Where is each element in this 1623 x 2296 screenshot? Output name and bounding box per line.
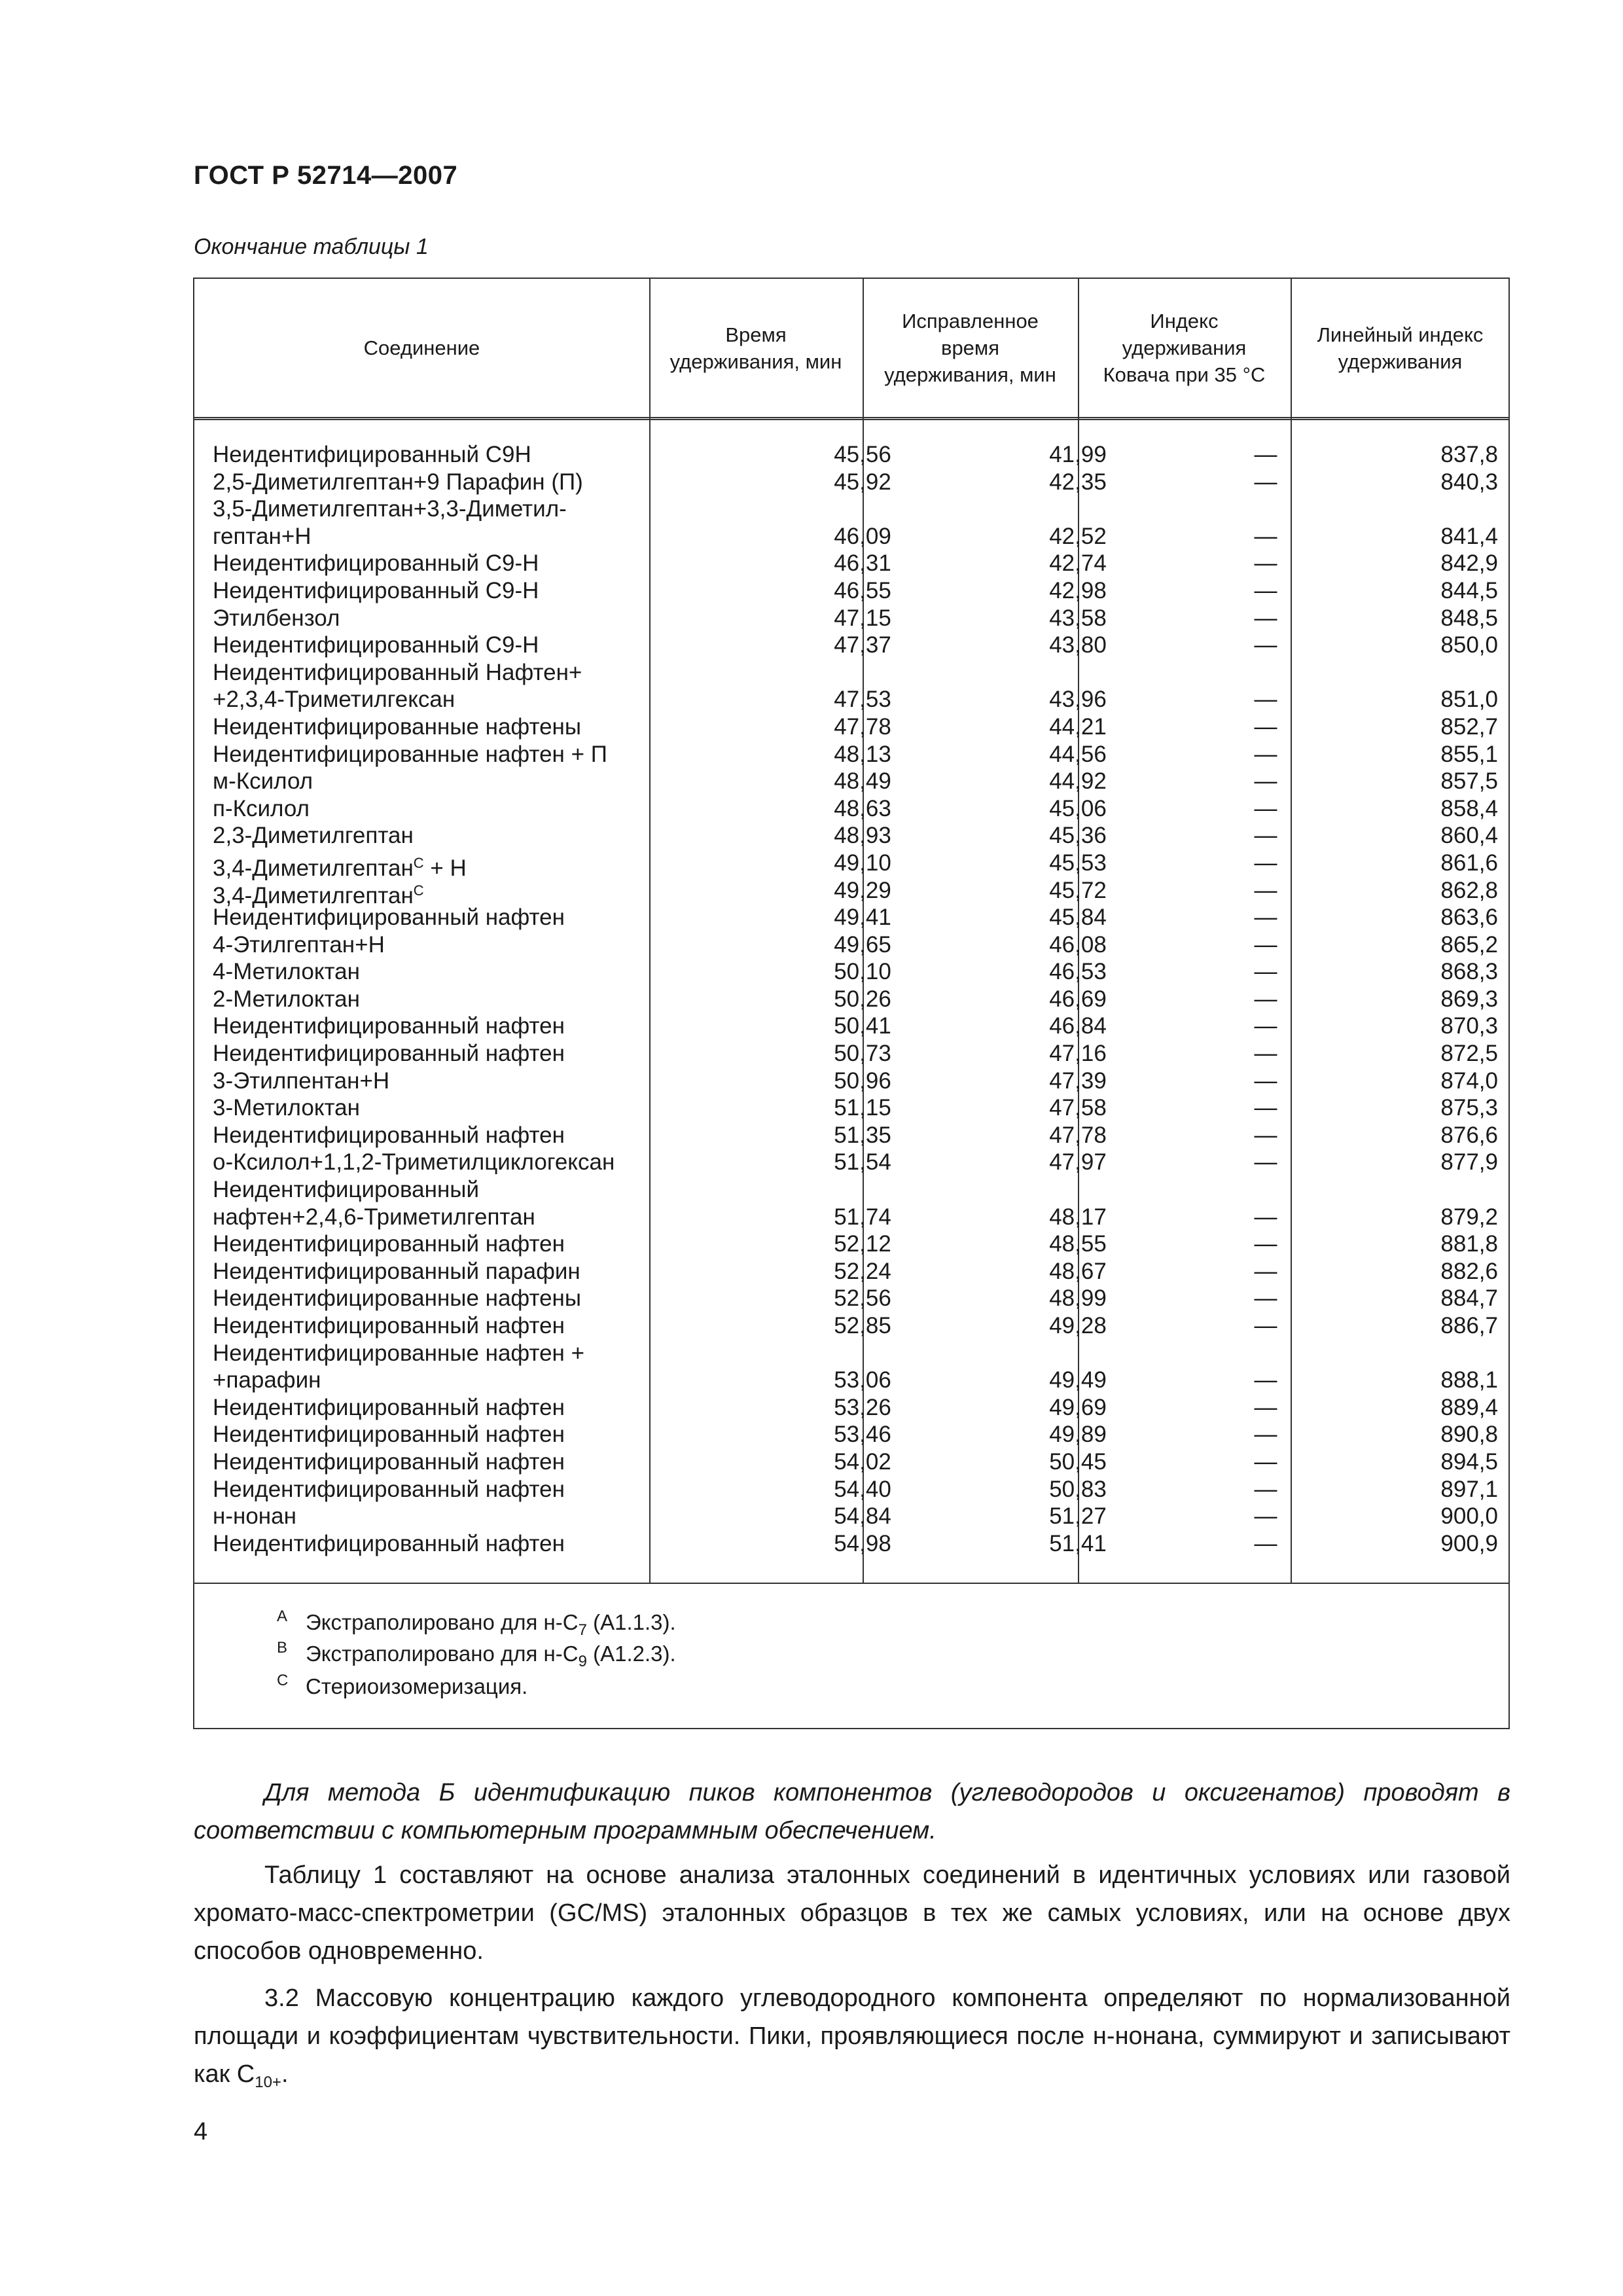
cell-corrected-time: 50,83 <box>1049 1476 1107 1502</box>
table-row <box>194 1503 1508 1530</box>
table-row <box>194 550 1508 577</box>
header-retention-time: Время удерживания, мин <box>669 323 842 373</box>
cell-compound: Неидентифицированный Нафтен+ <box>213 659 582 685</box>
cell-corrected-time: 51,27 <box>1049 1503 1107 1530</box>
header-linear-index: Линейный индекс удерживания <box>1317 323 1484 373</box>
cell-linear-index: 876,6 <box>1440 1122 1498 1148</box>
cell-compound: 4-Метилоктан <box>213 959 360 985</box>
header-compound: Соединение <box>363 336 480 359</box>
cell-kovats-index: — <box>1254 1204 1277 1230</box>
paragraph-mass-concentration <box>194 1979 1510 2102</box>
cell-compound: Неидентифицированный С9Н <box>213 442 531 467</box>
cell-linear-index: 850,0 <box>1440 632 1498 658</box>
table-row <box>194 1258 1508 1285</box>
cell-corrected-time: 42,52 <box>1049 523 1107 549</box>
cell-retention-time: 53,46 <box>834 1422 891 1448</box>
cell-compound: Неидентифицированный нафтен <box>213 1313 565 1338</box>
cell-kovats-index: — <box>1254 605 1277 631</box>
table-header <box>194 279 1508 420</box>
footnote-mark: В <box>277 1639 288 1657</box>
cell-compound: Неидентифицированный нафтен <box>213 905 565 931</box>
cell-corrected-time: 42,35 <box>1049 469 1107 495</box>
cell-linear-index: 862,8 <box>1440 877 1498 903</box>
cell-linear-index: 842,9 <box>1440 550 1498 577</box>
cell-corrected-time: 47,97 <box>1049 1149 1107 1175</box>
paragraph-mass-concentration-text: 3.2 Массовую концентрацию каждого углеводородного компонента определяют по нормализованной площади и коэффициентам чувствительности. Пики, проявляющиеся после н-нонана, суммируют и записывают как С <box>194 1984 1510 2088</box>
table-row <box>194 768 1508 795</box>
table-row <box>194 1040 1508 1067</box>
cell-kovats-index: — <box>1254 1258 1277 1284</box>
cell-compound: Неидентифицированный нафтен <box>213 1448 565 1475</box>
cell-retention-time: 54,84 <box>834 1503 891 1530</box>
cell-kovats-index: — <box>1254 1313 1277 1338</box>
cell-retention-time: 48,49 <box>834 768 891 795</box>
cell-corrected-time: 45,72 <box>1049 877 1107 903</box>
footnote-subscript: 9 <box>578 1653 587 1670</box>
table-row <box>194 1122 1508 1149</box>
table-row <box>194 904 1508 931</box>
cell-corrected-time: 49,69 <box>1049 1394 1107 1420</box>
cell-linear-index: 870,3 <box>1440 1013 1498 1039</box>
cell-kovats-index: — <box>1254 1422 1277 1448</box>
table-row <box>194 1067 1508 1095</box>
cell-linear-index: 848,5 <box>1440 605 1498 631</box>
cell-compound: 2,3-Диметилгептан <box>213 823 414 849</box>
cell-linear-index: 865,2 <box>1440 931 1498 958</box>
footnote-text-main: Экстраполировано для н-С <box>306 1641 579 1666</box>
cell-kovats-index: — <box>1254 850 1277 876</box>
cell-linear-index: 851,0 <box>1440 687 1498 713</box>
table-row <box>194 986 1508 1013</box>
cell-compound: Неидентифицированный нафтен <box>213 1013 565 1039</box>
cell-retention-time: 50,73 <box>834 1041 891 1067</box>
cell-corrected-time: 50,45 <box>1049 1448 1107 1475</box>
cell-kovats-index: — <box>1254 768 1277 795</box>
cell-kovats-index: — <box>1254 1231 1277 1257</box>
cell-kovats-index: — <box>1254 1503 1277 1530</box>
cell-retention-time: 52,85 <box>834 1313 891 1338</box>
cell-retention-time: 47,37 <box>834 632 891 658</box>
cell-retention-time: 49,29 <box>834 877 891 903</box>
cell-corrected-time: 47,58 <box>1049 1095 1107 1121</box>
table-row <box>194 1094 1508 1122</box>
cell-kovats-index: — <box>1254 1122 1277 1148</box>
cell-kovats-index: — <box>1254 1041 1277 1067</box>
table-notes <box>194 1583 1508 1729</box>
footnote-mark: С <box>277 1672 289 1689</box>
cell-compound: Неидентифицированный нафтен <box>213 1476 565 1502</box>
cell-linear-index: 874,0 <box>1440 1067 1498 1094</box>
cell-linear-index: 900,0 <box>1440 1503 1498 1530</box>
header-kovats-index: Индекс удерживания Ковача при 35 °С <box>1103 310 1266 386</box>
cell-compound: Неидентифицированный С9-Н <box>213 550 539 577</box>
cell-kovats-index: — <box>1254 823 1277 849</box>
cell-kovats-index: — <box>1254 1394 1277 1420</box>
footnote-text-tail: (А1.2.3). <box>586 1641 676 1666</box>
data-table <box>193 278 1510 1729</box>
cell-retention-time: 47,15 <box>834 605 891 631</box>
paragraph-end: . <box>281 2060 289 2088</box>
cell-compound: Неидентифицированный нафтен <box>213 1394 565 1420</box>
footnote-text-main: Стериоизомеризация. <box>306 1674 528 1698</box>
cell-kovats-index: — <box>1254 687 1277 713</box>
cell-linear-index: 840,3 <box>1440 469 1498 495</box>
cell-kovats-index: — <box>1254 1476 1277 1502</box>
table-row <box>194 577 1508 605</box>
cell-linear-index: 852,7 <box>1440 713 1498 740</box>
cell-kovats-index: — <box>1254 931 1277 958</box>
cell-compound: Неидентифицированные нафтен + <box>213 1340 585 1366</box>
cell-corrected-time: 49,89 <box>1049 1422 1107 1448</box>
subscript-c10: 10+ <box>255 2073 281 2091</box>
footnote-text <box>306 1610 676 1640</box>
cell-linear-index: 860,4 <box>1440 823 1498 849</box>
cell-compound: Этилбензол <box>213 605 340 631</box>
table-row <box>194 850 1508 881</box>
cell-compound: 3-Метилоктан <box>213 1095 360 1121</box>
footnote-mark: А <box>277 1607 288 1625</box>
footnote-subscript: 7 <box>578 1621 587 1639</box>
cell-linear-index: 877,9 <box>1440 1149 1498 1175</box>
table-row <box>194 1204 1508 1231</box>
cell-compound: гептан+Н <box>213 523 312 549</box>
table-row <box>194 632 1508 659</box>
cell-corrected-time: 44,21 <box>1049 713 1107 740</box>
cell-corrected-time: 45,84 <box>1049 905 1107 931</box>
cell-retention-time: 46,09 <box>834 523 891 549</box>
paragraph-method-b-text: Для метода Б идентификацию пиков компонентов (углеводородов и оксигенатов) проводят в соответствии с компьютерным программным обеспечением. <box>194 1779 1510 1844</box>
cell-compound: 3-Этилпентан+Н <box>213 1067 390 1094</box>
table-row <box>194 659 1508 687</box>
cell-corrected-time: 44,92 <box>1049 768 1107 795</box>
cell-retention-time: 50,96 <box>834 1067 891 1094</box>
table-row <box>194 931 1508 959</box>
cell-corrected-time: 48,67 <box>1049 1258 1107 1284</box>
cell-linear-index: 881,8 <box>1440 1231 1498 1257</box>
cell-compound: 2,5-Диметилгептан+9 Парафин (П) <box>213 469 583 495</box>
cell-linear-index: 888,1 <box>1440 1367 1498 1393</box>
cell-compound: Неидентифицированный нафтен <box>213 1231 565 1257</box>
cell-corrected-time: 45,53 <box>1049 850 1107 876</box>
cell-kovats-index: — <box>1254 795 1277 821</box>
cell-corrected-time: 43,80 <box>1049 632 1107 658</box>
table-row <box>194 713 1508 741</box>
cell-retention-time: 46,31 <box>834 550 891 577</box>
table-row <box>194 441 1508 469</box>
header-corrected-time: Исправленное время удерживания, мин <box>884 310 1056 386</box>
footnote-text <box>306 1674 527 1704</box>
table-row <box>194 605 1508 632</box>
cell-kovats-index: — <box>1254 986 1277 1012</box>
cell-compound: Неидентифицированный С9-Н <box>213 632 539 658</box>
table-row <box>194 495 1508 523</box>
table-row <box>194 795 1508 823</box>
cell-retention-time: 51,54 <box>834 1149 891 1175</box>
table-row <box>194 822 1508 850</box>
cell-linear-index: 863,6 <box>1440 905 1498 931</box>
cell-corrected-time: 46,84 <box>1049 1013 1107 1039</box>
cell-corrected-time: 47,16 <box>1049 1041 1107 1067</box>
table-row <box>194 1230 1508 1258</box>
cell-compound: 3,5-Диметилгептан+3,3-Диметил- <box>213 496 567 522</box>
cell-compound: +парафин <box>213 1367 321 1393</box>
cell-compound: н-нонан <box>213 1503 296 1530</box>
cell-retention-time: 49,65 <box>834 931 891 958</box>
cell-corrected-time: 45,36 <box>1049 823 1107 849</box>
cell-corrected-time: 49,49 <box>1049 1367 1107 1393</box>
cell-compound: 3,4-Диметилгептан$^С$ <box>213 882 424 908</box>
cell-linear-index: 882,6 <box>1440 1258 1498 1284</box>
table-row <box>194 686 1508 713</box>
cell-linear-index: 841,4 <box>1440 523 1498 549</box>
cell-kovats-index: — <box>1254 577 1277 603</box>
cell-compound: нафтен+2,4,6-Триметилгептан <box>213 1204 535 1230</box>
table-row <box>194 1394 1508 1422</box>
cell-corrected-time: 48,55 <box>1049 1231 1107 1257</box>
table-row <box>194 958 1508 986</box>
cell-kovats-index: — <box>1254 905 1277 931</box>
cell-retention-time: 52,12 <box>834 1231 891 1257</box>
cell-compound: Неидентифицированный <box>213 1177 479 1203</box>
cell-compound: Неидентифицированный нафтен <box>213 1041 565 1067</box>
cell-compound: Неидентифицированный нафтен <box>213 1530 565 1556</box>
cell-kovats-index: — <box>1254 1367 1277 1393</box>
cell-retention-time: 50,26 <box>834 986 891 1012</box>
cell-linear-index: 869,3 <box>1440 986 1498 1012</box>
paragraph-table-basis <box>194 1856 1510 1970</box>
cell-compound: п-Ксилол <box>213 795 310 821</box>
footnote-text <box>306 1641 676 1671</box>
cell-compound: 3,4-Диметилгептан$^С$ + Н <box>213 854 467 881</box>
cell-compound: 4-Этилгептан+Н <box>213 931 385 958</box>
table-row <box>194 1176 1508 1204</box>
cell-linear-index: 897,1 <box>1440 1476 1498 1502</box>
cell-linear-index: 875,3 <box>1440 1095 1498 1121</box>
cell-retention-time: 45,56 <box>834 442 891 467</box>
table-row <box>194 1149 1508 1176</box>
cell-linear-index: 857,5 <box>1440 768 1498 795</box>
cell-retention-time: 54,98 <box>834 1530 891 1556</box>
cell-corrected-time: 46,69 <box>1049 986 1107 1012</box>
table-row <box>194 1448 1508 1476</box>
table-row <box>194 1476 1508 1503</box>
cell-linear-index: 844,5 <box>1440 577 1498 603</box>
cell-linear-index: 890,8 <box>1440 1422 1498 1448</box>
table-row <box>194 741 1508 768</box>
table-row <box>194 1530 1508 1558</box>
cell-linear-index: 879,2 <box>1440 1204 1498 1230</box>
cell-corrected-time: 43,58 <box>1049 605 1107 631</box>
cell-linear-index: 858,4 <box>1440 795 1498 821</box>
cell-kovats-index: — <box>1254 877 1277 903</box>
cell-retention-time: 52,24 <box>834 1258 891 1284</box>
cell-retention-time: 48,63 <box>834 795 891 821</box>
cell-kovats-index: — <box>1254 1013 1277 1039</box>
cell-compound: Неидентифицированные нафтен + П <box>213 741 607 767</box>
cell-corrected-time: 51,41 <box>1049 1530 1107 1556</box>
cell-corrected-time: 41,99 <box>1049 442 1107 467</box>
cell-retention-time: 53,06 <box>834 1367 891 1393</box>
cell-retention-time: 48,13 <box>834 741 891 767</box>
cell-kovats-index: — <box>1254 1448 1277 1475</box>
cell-retention-time: 49,10 <box>834 850 891 876</box>
table-row <box>194 1285 1508 1312</box>
cell-retention-time: 53,26 <box>834 1394 891 1420</box>
table-body <box>194 441 1508 1557</box>
cell-corrected-time: 46,08 <box>1049 931 1107 958</box>
cell-corrected-time: 49,28 <box>1049 1313 1107 1338</box>
table-row <box>194 1367 1508 1394</box>
cell-linear-index: 889,4 <box>1440 1394 1498 1420</box>
paragraph-table-basis-text: Таблицу 1 составляют на основе анализа эталонных соединений в идентичных условиях или газовой хромато-масс-спектрометрии (GC/MS) эталонных образцов в тех же самых условиях, или на основе двух способов одновременно. <box>194 1861 1510 1965</box>
cell-linear-index: 837,8 <box>1440 442 1498 467</box>
cell-retention-time: 54,40 <box>834 1476 891 1502</box>
cell-kovats-index: — <box>1254 1095 1277 1121</box>
cell-kovats-index: — <box>1254 442 1277 467</box>
table-row <box>194 1421 1508 1448</box>
document-title: ГОСТ Р 52714—2007 <box>194 161 458 190</box>
cell-linear-index: 900,9 <box>1440 1530 1498 1556</box>
cell-compound: Неидентифицированные нафтены <box>213 713 582 740</box>
cell-retention-time: 45,92 <box>834 469 891 495</box>
cell-retention-time: 51,74 <box>834 1204 891 1230</box>
cell-retention-time: 51,15 <box>834 1095 891 1121</box>
cell-retention-time: 50,10 <box>834 959 891 985</box>
cell-kovats-index: — <box>1254 1067 1277 1094</box>
cell-compound: Неидентифицированный нафтен <box>213 1122 565 1148</box>
footnote-text-tail: (А1.1.3). <box>586 1610 676 1634</box>
cell-corrected-time: 48,99 <box>1049 1285 1107 1312</box>
page-number: 4 <box>194 2118 208 2145</box>
cell-corrected-time: 42,98 <box>1049 577 1107 603</box>
cell-kovats-index: — <box>1254 550 1277 577</box>
table-row <box>194 877 1508 908</box>
cell-corrected-time: 47,78 <box>1049 1122 1107 1148</box>
cell-compound: м-Ксилол <box>213 768 313 795</box>
cell-corrected-time: 46,53 <box>1049 959 1107 985</box>
cell-corrected-time: 42,74 <box>1049 550 1107 577</box>
cell-kovats-index: — <box>1254 1149 1277 1175</box>
cell-kovats-index: — <box>1254 713 1277 740</box>
cell-kovats-index: — <box>1254 1530 1277 1556</box>
cell-linear-index: 868,3 <box>1440 959 1498 985</box>
cell-retention-time: 49,41 <box>834 905 891 931</box>
cell-corrected-time: 43,96 <box>1049 687 1107 713</box>
table-row <box>194 1312 1508 1340</box>
cell-compound: 2-Метилоктан <box>213 986 360 1012</box>
cell-kovats-index: — <box>1254 632 1277 658</box>
cell-compound: о-Ксилол+1,1,2-Триметилциклогексан <box>213 1149 615 1175</box>
cell-linear-index: 855,1 <box>1440 741 1498 767</box>
cell-retention-time: 50,41 <box>834 1013 891 1039</box>
table-row <box>194 523 1508 550</box>
cell-retention-time: 54,02 <box>834 1448 891 1475</box>
table-row <box>194 469 1508 496</box>
cell-compound: Неидентифицированный нафтен <box>213 1422 565 1448</box>
cell-compound: Неидентифицированный С9-Н <box>213 577 539 603</box>
cell-retention-time: 48,93 <box>834 823 891 849</box>
cell-compound: Неидентифицированные нафтены <box>213 1285 582 1312</box>
cell-compound: +2,3,4-Триметилгексан <box>213 687 455 713</box>
cell-kovats-index: — <box>1254 469 1277 495</box>
cell-linear-index: 872,5 <box>1440 1041 1498 1067</box>
cell-kovats-index: — <box>1254 741 1277 767</box>
cell-retention-time: 46,55 <box>834 577 891 603</box>
cell-kovats-index: — <box>1254 959 1277 985</box>
cell-linear-index: 894,5 <box>1440 1448 1498 1475</box>
table-row <box>194 1013 1508 1040</box>
table-caption: Окончание таблицы 1 <box>194 234 429 259</box>
cell-linear-index: 886,7 <box>1440 1313 1498 1338</box>
cell-kovats-index: — <box>1254 523 1277 549</box>
cell-retention-time: 51,35 <box>834 1122 891 1148</box>
footnote-text-main: Экстраполировано для н-С <box>306 1610 579 1634</box>
cell-retention-time: 47,78 <box>834 713 891 740</box>
cell-retention-time: 47,53 <box>834 687 891 713</box>
cell-retention-time: 52,56 <box>834 1285 891 1312</box>
cell-kovats-index: — <box>1254 1285 1277 1312</box>
cell-corrected-time: 47,39 <box>1049 1067 1107 1094</box>
cell-corrected-time: 45,06 <box>1049 795 1107 821</box>
cell-linear-index: 884,7 <box>1440 1285 1498 1312</box>
cell-linear-index: 861,6 <box>1440 850 1498 876</box>
cell-corrected-time: 44,56 <box>1049 741 1107 767</box>
paragraph-method-b <box>194 1774 1510 1850</box>
table-row <box>194 1340 1508 1367</box>
cell-corrected-time: 48,17 <box>1049 1204 1107 1230</box>
cell-compound: Неидентифицированный парафин <box>213 1258 580 1284</box>
